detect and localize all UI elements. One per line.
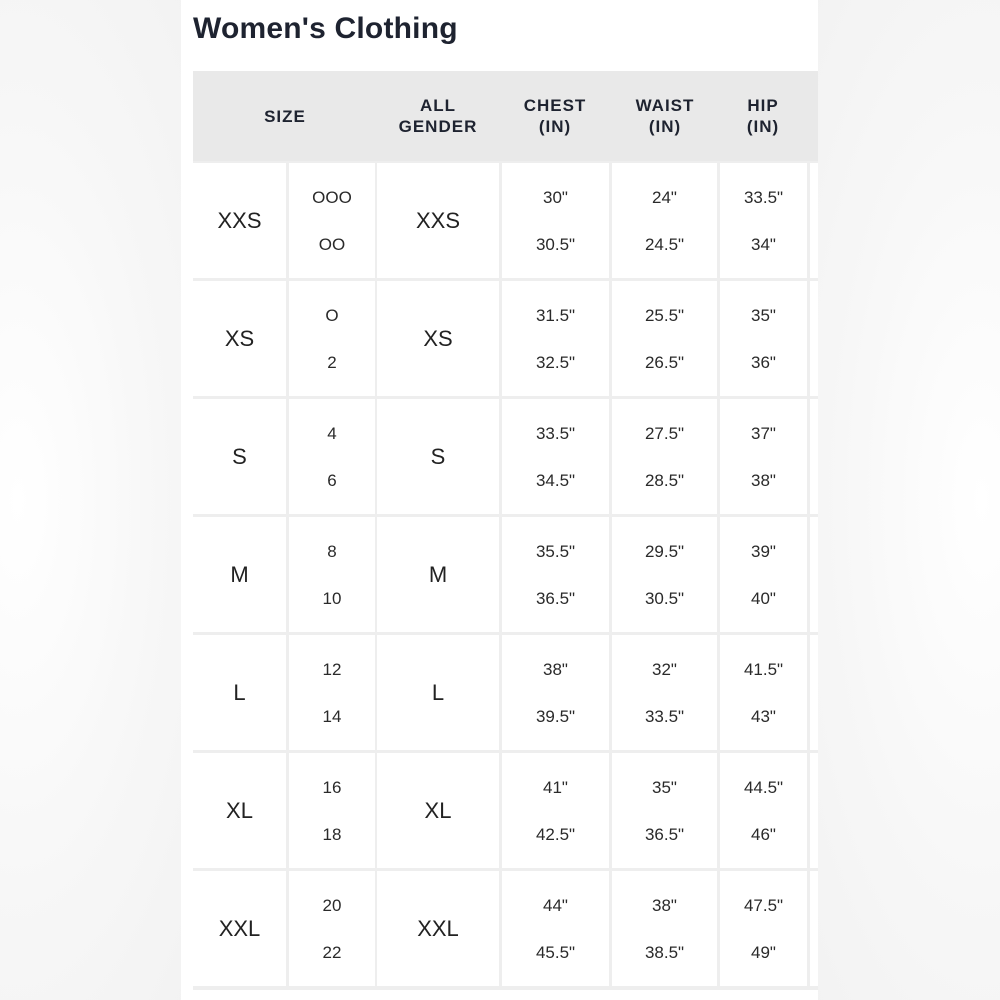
table-row	[193, 281, 818, 396]
waist-min-value: 25.5"	[644, 306, 685, 325]
num-max-value: 22	[322, 943, 342, 962]
num-min-value: 8	[327, 542, 337, 561]
num-max-value: 10	[322, 589, 342, 608]
table-row	[193, 163, 818, 278]
hip-max-value: 40"	[751, 589, 776, 608]
cell-waist	[612, 163, 717, 278]
waist-min-value: 29.5"	[644, 542, 685, 561]
cell-chest	[502, 399, 609, 514]
hip-min-value: 37"	[751, 424, 776, 443]
cell-num	[289, 635, 375, 750]
cell-hip	[720, 399, 807, 514]
cell-hip	[720, 635, 807, 750]
hip-min-value: 33.5"	[743, 188, 784, 207]
chest-max-value: 32.5"	[535, 353, 576, 372]
cell-all-gender: M	[377, 517, 499, 632]
num-min-value: 12	[322, 660, 342, 679]
cell-chest	[502, 281, 609, 396]
num-max-value: 18	[322, 825, 342, 844]
waist-min-value: 38"	[652, 896, 677, 915]
cell-size: XS	[193, 281, 286, 396]
cell-all-gender: S	[377, 399, 499, 514]
cell-hip	[720, 871, 807, 986]
cell-chest	[502, 871, 609, 986]
waist-max-value: 33.5"	[644, 707, 685, 726]
cell-edge	[810, 871, 818, 986]
cell-waist	[612, 281, 717, 396]
table-row	[193, 517, 818, 632]
cell-all-gender: XL	[377, 753, 499, 868]
num-max-value: 2	[327, 353, 337, 372]
hip-max-value: 49"	[751, 943, 776, 962]
background-right	[800, 0, 1000, 1000]
header-all-gender: ALL GENDER	[398, 96, 478, 136]
waist-min-value: 27.5"	[644, 424, 685, 443]
cell-num	[289, 517, 375, 632]
cell-num	[289, 871, 375, 986]
hip-min-value: 41.5"	[743, 660, 784, 679]
header-waist: WAIST (IN)	[635, 96, 695, 136]
table-row	[193, 753, 818, 868]
cell-size: XXS	[193, 163, 286, 278]
cell-num	[289, 753, 375, 868]
header-chest: CHEST (IN)	[523, 96, 587, 136]
waist-min-value: 35"	[652, 778, 677, 797]
chest-min-value: 33.5"	[535, 424, 576, 443]
cell-hip	[720, 281, 807, 396]
num-max-value: OO	[318, 235, 346, 254]
cell-edge	[810, 753, 818, 868]
waist-max-value: 24.5"	[644, 235, 685, 254]
chest-min-value: 38"	[543, 660, 568, 679]
cell-num	[289, 163, 375, 278]
cell-waist	[612, 635, 717, 750]
background-left	[0, 0, 200, 1000]
num-min-value: 20	[322, 896, 342, 915]
cell-chest	[502, 635, 609, 750]
cell-all-gender: XS	[377, 281, 499, 396]
hip-min-value: 44.5"	[743, 778, 784, 797]
hip-min-value: 47.5"	[743, 896, 784, 915]
cell-waist	[612, 399, 717, 514]
table-header-row	[193, 71, 818, 161]
chest-max-value: 36.5"	[535, 589, 576, 608]
cell-edge	[810, 635, 818, 750]
cell-num	[289, 399, 375, 514]
cell-chest	[502, 517, 609, 632]
waist-min-value: 32"	[652, 660, 677, 679]
cell-hip	[720, 163, 807, 278]
cell-all-gender: XXL	[377, 871, 499, 986]
chest-max-value: 34.5"	[535, 471, 576, 490]
size-chart-table	[193, 71, 818, 990]
waist-min-value: 24"	[652, 188, 677, 207]
num-min-value: 4	[327, 424, 337, 443]
hip-max-value: 43"	[751, 707, 776, 726]
cell-waist	[612, 753, 717, 868]
cell-chest	[502, 753, 609, 868]
cell-size: XXL	[193, 871, 286, 986]
cell-size: XL	[193, 753, 286, 868]
chest-min-value: 41"	[543, 778, 568, 797]
hip-max-value: 36"	[751, 353, 776, 372]
chest-min-value: 44"	[543, 896, 568, 915]
num-min-value: O	[325, 306, 339, 325]
cell-size: L	[193, 635, 286, 750]
waist-max-value: 38.5"	[644, 943, 685, 962]
table-row	[193, 871, 818, 986]
table-row	[193, 635, 818, 750]
table-row	[193, 399, 818, 514]
chest-max-value: 39.5"	[535, 707, 576, 726]
cell-all-gender: L	[377, 635, 499, 750]
cell-edge	[810, 281, 818, 396]
chest-min-value: 31.5"	[535, 306, 576, 325]
cell-chest	[502, 163, 609, 278]
cell-hip	[720, 753, 807, 868]
num-max-value: 6	[327, 471, 337, 490]
page-title: Women's Clothing	[193, 12, 458, 45]
header-hip: HIP (IN)	[746, 96, 780, 136]
chest-max-value: 45.5"	[535, 943, 576, 962]
cell-size: S	[193, 399, 286, 514]
cell-all-gender: XXS	[377, 163, 499, 278]
waist-max-value: 36.5"	[644, 825, 685, 844]
chest-min-value: 35.5"	[535, 542, 576, 561]
cell-edge	[810, 399, 818, 514]
hip-min-value: 35"	[751, 306, 776, 325]
hip-max-value: 34"	[751, 235, 776, 254]
num-min-value: 16	[322, 778, 342, 797]
waist-max-value: 30.5"	[644, 589, 685, 608]
chest-min-value: 30"	[543, 188, 568, 207]
cell-waist	[612, 517, 717, 632]
cell-hip	[720, 517, 807, 632]
num-max-value: 14	[322, 707, 342, 726]
hip-min-value: 39"	[751, 542, 776, 561]
waist-max-value: 26.5"	[644, 353, 685, 372]
header-size: SIZE	[264, 106, 306, 126]
chest-max-value: 30.5"	[535, 235, 576, 254]
waist-max-value: 28.5"	[644, 471, 685, 490]
cell-waist	[612, 871, 717, 986]
hip-max-value: 46"	[751, 825, 776, 844]
num-min-value: OOO	[312, 188, 352, 207]
cell-num	[289, 281, 375, 396]
chest-max-value: 42.5"	[535, 825, 576, 844]
cell-edge	[810, 163, 818, 278]
cell-size: M	[193, 517, 286, 632]
hip-max-value: 38"	[751, 471, 776, 490]
cell-edge	[810, 517, 818, 632]
